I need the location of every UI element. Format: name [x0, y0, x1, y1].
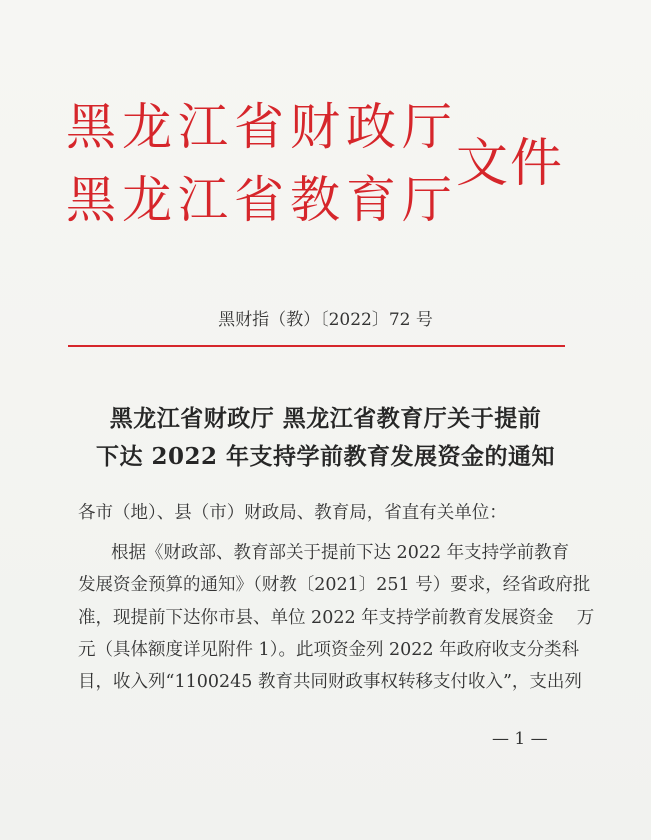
salutation: 各市（地）、县（市）财政局、教育局，省直有关单位： — [78, 503, 507, 523]
document-number: 黑财指（教）〔2022〕72 号 — [218, 310, 433, 330]
document-type-label: 文件 — [456, 134, 565, 194]
issuer-name-education: 黑龙江省教育厅 — [66, 171, 458, 229]
issuer-name-finance: 黑龙江省财政厅 — [66, 98, 458, 156]
body-paragraph-line: 发展资金预算的通知》（财教〔2021〕251 号）要求，经省政府批 — [78, 575, 591, 595]
page-number: — 1 — — [492, 729, 548, 749]
body-paragraph-line: 准，现提前下达你市县、单位 2022 年支持学前教育发展资金 万 — [78, 608, 595, 628]
document-title-line-1: 黑龙江省财政厅 黑龙江省教育厅关于提前 — [109, 405, 542, 432]
document-title-line-2: 下达 2022 年支持学前教育发展资金的通知 — [95, 443, 556, 470]
body-paragraph-line: 目，收入列“1100245 教育共同财政事权转移支付收入”，支出列 — [78, 672, 582, 692]
red-divider-line — [68, 345, 565, 347]
body-paragraph-line: 根据《财政部、教育部关于提前下达 2022 年支持学前教育 — [111, 543, 570, 563]
body-paragraph-line: 元（具体额度详见附件 1）。此项资金列 2022 年政府收支分类科 — [78, 640, 580, 660]
